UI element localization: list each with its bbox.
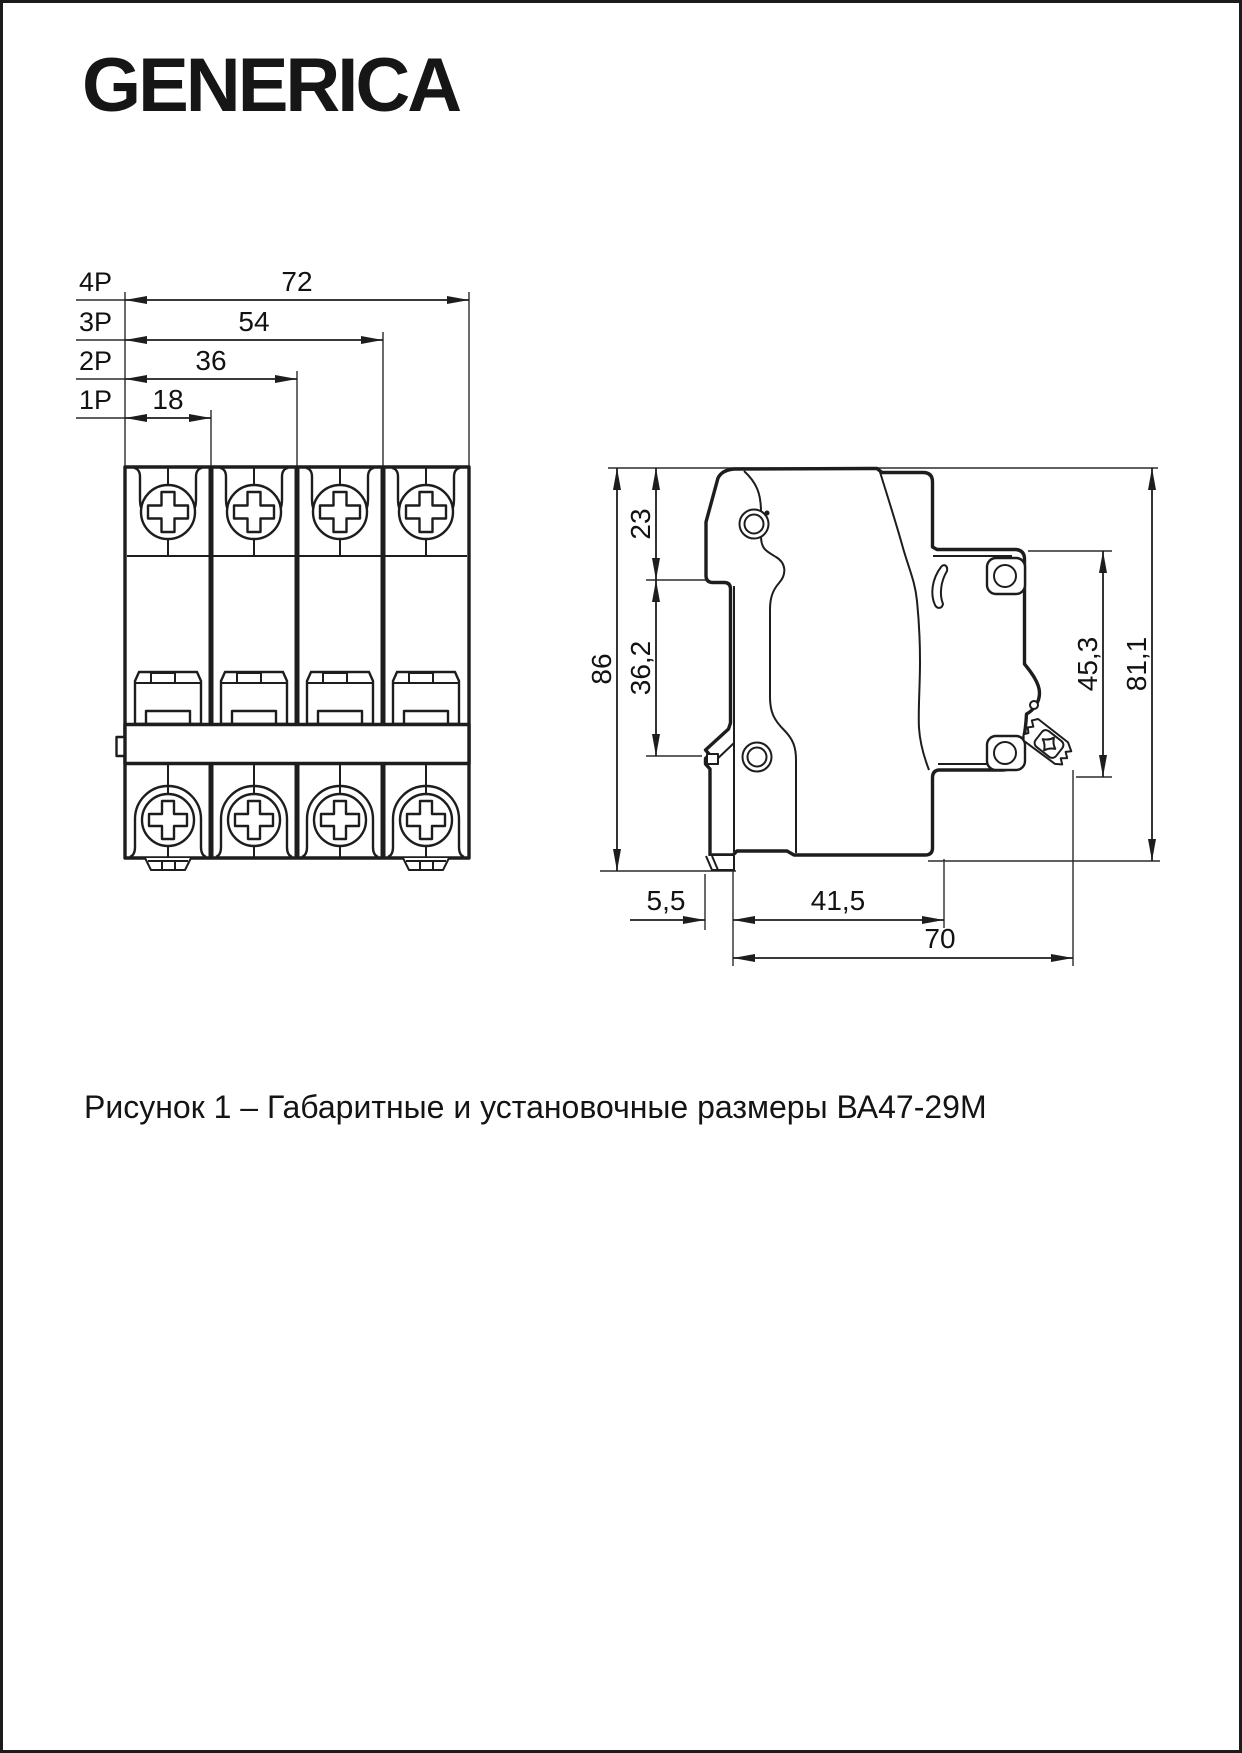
din-foot	[403, 858, 449, 870]
switch-toggle	[307, 672, 373, 724]
dim-70	[733, 923, 1073, 958]
side-view	[586, 468, 1160, 966]
handle-crossbar	[125, 725, 469, 764]
clip-pivot	[1030, 701, 1038, 709]
dim-54-value: 54	[238, 306, 270, 337]
dim-70-value: 70	[924, 923, 956, 954]
pole-label-1p: 1P	[79, 385, 113, 415]
dim-36-2-value: 36,2	[625, 640, 656, 696]
dim-81-1-value: 81,1	[1121, 636, 1152, 692]
pole-dimension-block	[76, 266, 469, 467]
breaker-side-body	[706, 469, 1076, 871]
toggle-tip	[707, 754, 718, 764]
dim-45-3-value: 45,3	[1072, 636, 1103, 692]
dim-45-3	[1072, 551, 1103, 777]
pole-label-3p: 3P	[79, 307, 113, 337]
dim-81-1	[1121, 468, 1152, 861]
dim-18	[79, 384, 211, 418]
dim-36-value: 36	[195, 345, 227, 376]
dim-72	[79, 266, 469, 300]
dim-36-2	[625, 580, 656, 756]
breaker-front-body	[117, 467, 470, 870]
dim-86	[586, 468, 617, 871]
switch-toggle	[135, 672, 201, 724]
brand-logo: GENERICA	[82, 43, 460, 128]
figure-caption: Рисунок 1 – Габаритные и установочные размеры ВА47-29М	[84, 1089, 987, 1125]
front-view	[76, 266, 469, 870]
dim-23	[625, 468, 656, 580]
dim-5-5	[630, 885, 705, 920]
dim-86-value: 86	[586, 653, 617, 685]
pole-label-4p: 4P	[79, 267, 113, 297]
dim-23-value: 23	[625, 508, 656, 540]
dim-72-value: 72	[281, 266, 313, 297]
din-foot	[145, 858, 191, 870]
dim-41-5-value: 41,5	[810, 885, 866, 916]
pole-label-2p: 2P	[79, 346, 113, 376]
dim-5-5-value: 5,5	[646, 885, 686, 916]
switch-toggle	[221, 672, 287, 724]
din-foot-side	[706, 856, 734, 870]
dim-41-5	[733, 885, 944, 920]
dim-36	[79, 345, 297, 379]
dim-18-value: 18	[152, 384, 184, 415]
switch-toggle	[393, 672, 459, 724]
